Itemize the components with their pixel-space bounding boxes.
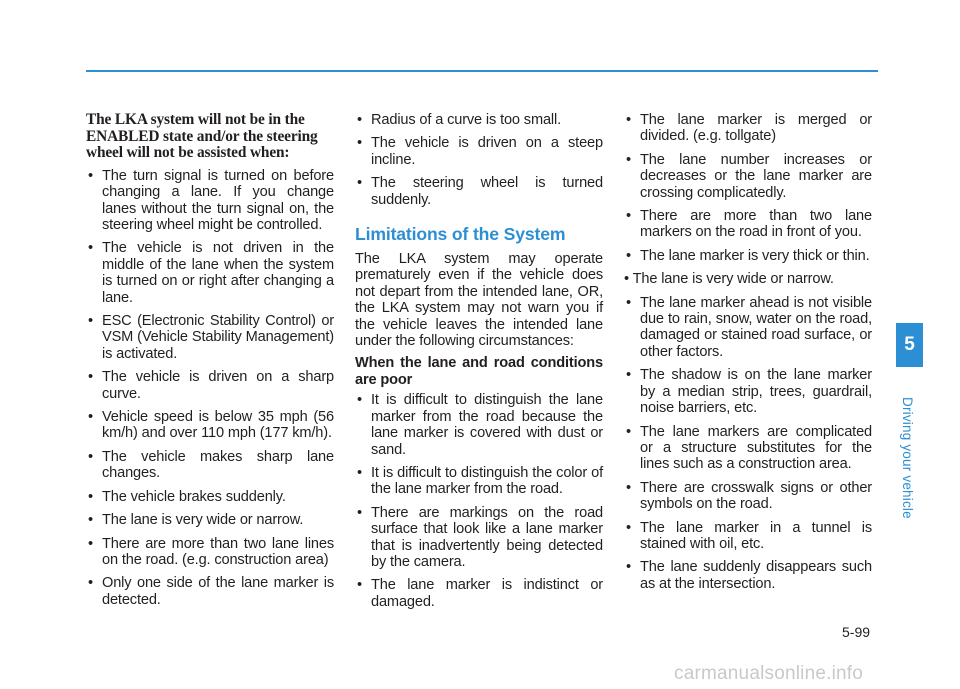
list-item: • The steering wheel is turned suddenly.	[355, 175, 603, 208]
list-item: • ESC (Electronic Stability Control) or VSM (Vehicle Stability Management) is activated.	[86, 313, 334, 362]
list-item: • The vehicle is driven on a steep incline.	[355, 135, 603, 168]
list-item: • The lane number increases or decreases or the lane marker are crossing complicatedly.	[624, 152, 872, 201]
chapter-title: Driving your vehicle	[900, 397, 915, 519]
list-item: • There are markings on the road surface that look like a lane marker that is inadvertently being detected by the camera.	[355, 505, 603, 571]
list-item: • The lane is very wide or narrow.	[86, 512, 334, 528]
list-item: • The lane is very wide or narrow.	[624, 271, 834, 288]
section-title: Limitations of the System	[355, 224, 566, 245]
list-item: • There are more than two lane lines on the road. (e.g. construction area)	[86, 536, 334, 569]
watermark: carmanualsonline.info	[674, 663, 864, 684]
list-item: • There are more than two lane markers on the road in front of you.	[624, 208, 872, 241]
list-item: • There are crosswalk signs or other symbols on the road.	[624, 480, 872, 513]
list-item: • The lane marker is very thick or thin.	[624, 248, 872, 264]
limitations-paragraph: The LKA system may operate prematurely even if the vehicle does not depart from the intended lane, OR, the LKA system may not warn you if the vehicle leaves the intended lane under the following circumstances:	[355, 251, 603, 350]
header-rule	[86, 70, 878, 72]
chapter-number-tab: 5	[896, 323, 923, 367]
list-item: • The lane marker is indistinct or damaged.	[355, 577, 603, 610]
list-item: • The lane marker ahead is not visible due to rain, snow, water on the road, damaged or stained road surface, or other factors.	[624, 295, 872, 361]
list-item: • The lane marker is merged or divided. (e.g. tollgate)	[624, 112, 872, 145]
lka-not-enabled-heading: The LKA system will not be in the ENABLED state and/or the steering wheel will not be assisted when:	[86, 111, 318, 162]
list-item: • The shadow is on the lane marker by a median strip, trees, guardrail, noise barriers, etc.	[624, 367, 872, 416]
road-conditions-list-continued	[624, 112, 872, 592]
list-item: • The lane suddenly disappears such as at the intersection.	[624, 559, 872, 592]
list-item: • Radius of a curve is too small.	[355, 112, 603, 128]
list-item: • It is difficult to distinguish the lane marker from the road because the lane marker is covered with dust or sand.	[355, 392, 603, 458]
column-2	[355, 112, 603, 617]
page-number: 5-99	[842, 624, 871, 640]
road-conditions-list	[355, 392, 603, 610]
lka-not-enabled-list-continued	[355, 112, 603, 208]
lka-not-enabled-list	[86, 168, 334, 608]
column-1	[86, 112, 334, 615]
list-item: • It is difficult to distinguish the color of the lane marker from the road.	[355, 465, 603, 498]
list-item: • The vehicle is not driven in the middle of the lane when the system is turned on or right after changing a lane.	[86, 240, 334, 306]
list-item: • The vehicle brakes suddenly.	[86, 489, 334, 505]
list-item: • The vehicle is driven on a sharp curve.	[86, 369, 334, 402]
column-3	[624, 112, 872, 599]
list-item: • Vehicle speed is below 35 mph (56 km/h) and over 110 mph (177 km/h).	[86, 409, 334, 442]
list-item: • The lane marker in a tunnel is stained with oil, etc.	[624, 520, 872, 553]
list-item: • Only one side of the lane marker is detected.	[86, 575, 334, 608]
list-item: • The vehicle makes sharp lane changes.	[86, 449, 334, 482]
list-item: • The lane markers are complicated or a structure substitutes for the lines such as a construction area.	[624, 424, 872, 473]
list-item: • The turn signal is turned on before changing a lane. If you change lanes without the turn signal on, the steering wheel might be controlled.	[86, 168, 334, 234]
road-conditions-subheading: When the lane and road conditions are poor	[355, 355, 603, 388]
